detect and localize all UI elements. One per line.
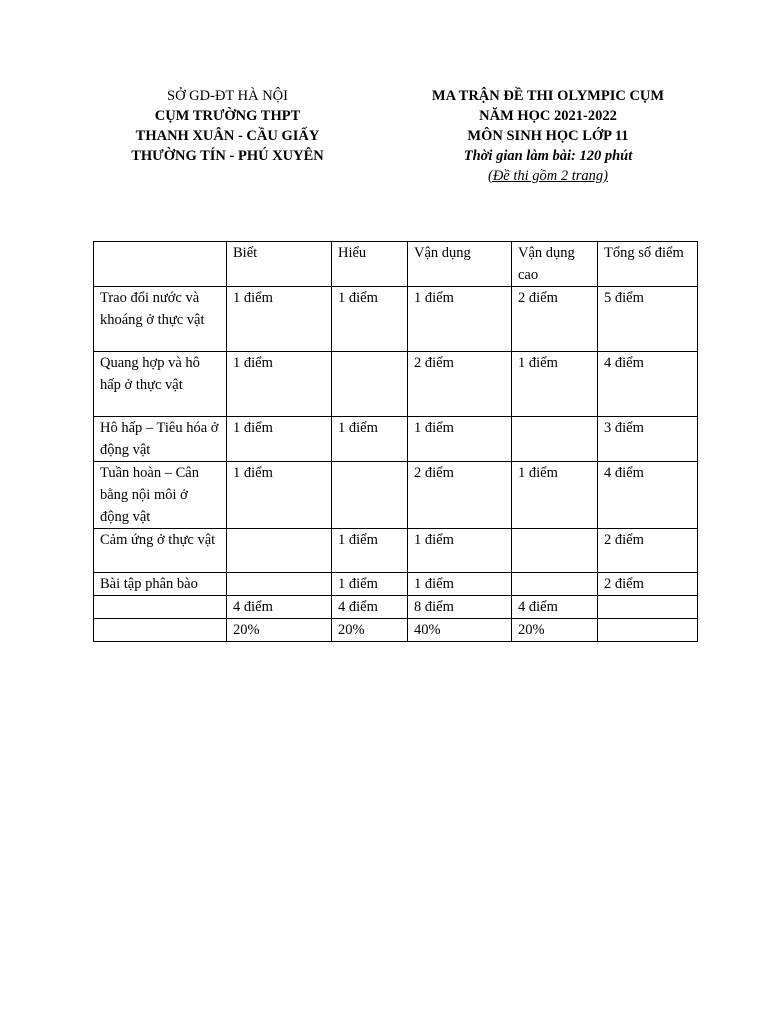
exam-duration: Thời gian làm bài: 120 phút (463, 148, 633, 164)
table-row (94, 462, 698, 529)
table-cell (598, 596, 698, 619)
document-title: MA TRẬN ĐỀ THI OLYMPIC CỤM (431, 88, 665, 104)
topic-cell (94, 619, 227, 642)
table-cell: 2 điểm (598, 573, 698, 596)
topic-cell: Trao đổi nước và khoáng ở thực vật (94, 287, 227, 352)
table-cell: 1 điểm (227, 417, 332, 462)
table-cell: 4 điểm (598, 462, 698, 529)
topic-cell: Bài tập phân bào (94, 573, 227, 596)
table-cell: 5 điểm (598, 287, 698, 352)
table-cell (512, 529, 598, 573)
topic-cell: Hô hấp – Tiêu hóa ở động vật (94, 417, 227, 462)
table-cell: 1 điểm (332, 287, 408, 352)
table-cell: 1 điểm (227, 352, 332, 417)
table-cell: 2 điểm (512, 287, 598, 352)
table-cell: 20% (332, 619, 408, 642)
table-row (94, 352, 698, 417)
header-cell: Vận dụng (408, 242, 512, 287)
table-cell: 1 điểm (408, 287, 512, 352)
table-row (94, 619, 698, 642)
table-cell (598, 619, 698, 642)
table-cell (512, 573, 598, 596)
table-cell (227, 529, 332, 573)
table-cell (332, 352, 408, 417)
table-row (94, 287, 698, 352)
table-cell: 1 điểm (227, 287, 332, 352)
header-cell: Biết (227, 242, 332, 287)
school-names-1: THANH XUÂN - CẦU GIẤY (135, 128, 320, 144)
table-cell: 1 điểm (227, 462, 332, 529)
subject: MÔN SINH HỌC LỚP 11 (467, 128, 629, 144)
header-cell: Tổng số điểm (598, 242, 698, 287)
topic-cell: Cảm ứng ở thực vật (94, 529, 227, 573)
header-cell: Hiểu (332, 242, 408, 287)
topic-cell: Quang hợp và hô hấp ở thực vật (94, 352, 227, 417)
exam-matrix-table (93, 241, 698, 642)
table-cell: 1 điểm (512, 352, 598, 417)
table-cell: 1 điểm (332, 529, 408, 573)
topic-cell: Tuần hoàn – Cân bằng nội môi ở động vật (94, 462, 227, 529)
header-left (90, 86, 365, 166)
table-cell: 3 điểm (598, 417, 698, 462)
header-cell (94, 242, 227, 287)
table-cell: 4 điểm (598, 352, 698, 417)
table-cell: 4 điểm (512, 596, 598, 619)
table-cell: 1 điểm (408, 529, 512, 573)
table-cell: 2 điểm (598, 529, 698, 573)
table-cell: 8 điểm (408, 596, 512, 619)
page-count-note: (Đề thi gồm 2 trang) (487, 168, 608, 184)
header-cell: Vận dụng cao (512, 242, 598, 287)
table-cell: 2 điểm (408, 352, 512, 417)
table-cell (332, 462, 408, 529)
table-cell (227, 573, 332, 596)
table-cell: 20% (512, 619, 598, 642)
header-right (398, 86, 698, 186)
school-names-2: THƯỜNG TÍN - PHÚ XUYÊN (131, 148, 324, 164)
table-cell: 1 điểm (512, 462, 598, 529)
table-row (94, 529, 698, 573)
school-cluster: CỤM TRƯỜNG THPT (154, 108, 301, 124)
table-cell: 40% (408, 619, 512, 642)
table-cell: 2 điểm (408, 462, 512, 529)
table-cell: 1 điểm (408, 417, 512, 462)
table-cell: 1 điểm (332, 573, 408, 596)
table-cell: 20% (227, 619, 332, 642)
table-row (94, 573, 698, 596)
table-header-row (94, 242, 698, 287)
table-cell (512, 417, 598, 462)
table-row (94, 417, 698, 462)
table-body (94, 242, 698, 642)
table-row (94, 596, 698, 619)
table-cell: 4 điểm (332, 596, 408, 619)
school-year: NĂM HỌC 2021-2022 (479, 108, 617, 124)
table-cell: 1 điểm (332, 417, 408, 462)
table-cell: 1 điểm (408, 573, 512, 596)
table-cell: 4 điểm (227, 596, 332, 619)
department-name: SỞ GD-ĐT HÀ NỘI (167, 88, 288, 104)
topic-cell (94, 596, 227, 619)
